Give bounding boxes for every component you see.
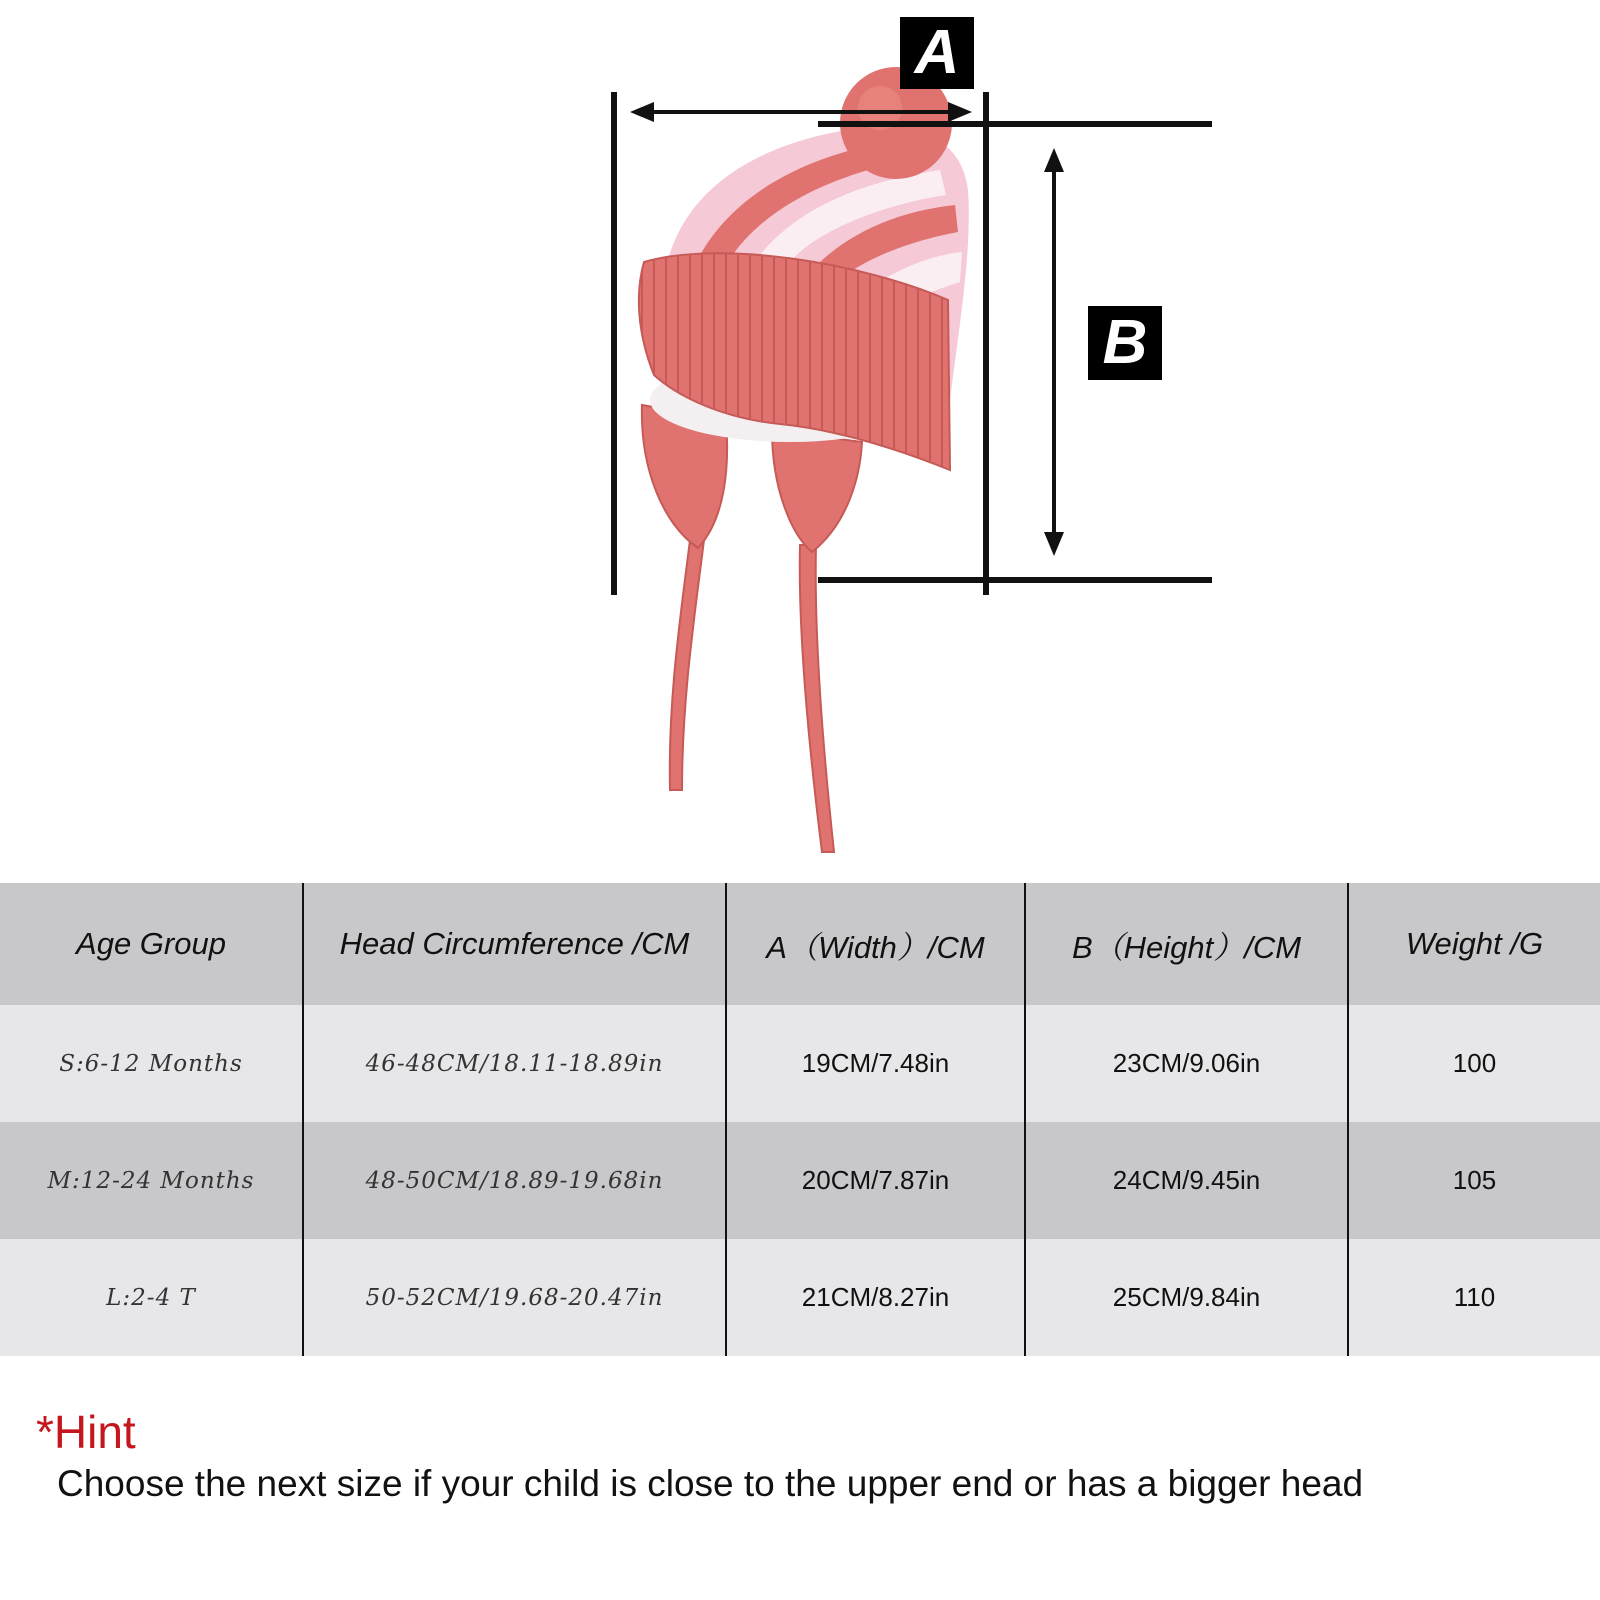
- dimension-label-a: A: [900, 17, 974, 89]
- table-header-row: [0, 883, 1600, 1005]
- cell-b-height: 23CM/9.06in: [1025, 1005, 1348, 1122]
- header-head-circumference: Head Circumference /CM: [303, 883, 726, 1005]
- cell-weight: 110: [1348, 1239, 1600, 1356]
- cell-a-width: 21CM/8.27in: [726, 1239, 1025, 1356]
- cell-age-group: S:6-12 Months: [59, 1050, 243, 1077]
- hint-title: *Hint: [36, 1406, 136, 1458]
- left-tie: [670, 540, 704, 790]
- hat-illustration: [639, 67, 969, 852]
- size-chart-table: [0, 883, 1600, 1356]
- cell-b-height: 25CM/9.84in: [1025, 1239, 1348, 1356]
- right-ear-flap: [772, 430, 862, 552]
- cell-b-height: 24CM/9.45in: [1025, 1122, 1348, 1239]
- cell-a-width: 19CM/7.48in: [726, 1005, 1025, 1122]
- cell-head-circumference: 46-48CM/18.11-18.89in: [303, 1005, 726, 1122]
- hint-text: Choose the next size if your child is close to the upper end or has a bigger head: [57, 1463, 1364, 1504]
- dimension-label-b: B: [1088, 306, 1162, 380]
- cell-a-width: 20CM/7.87in: [726, 1122, 1025, 1239]
- cell-age-group: M:12-24 Months: [47, 1167, 255, 1194]
- header-weight: Weight /G: [1348, 883, 1600, 1005]
- header-a-width: A（Width）/CM: [726, 883, 1025, 1005]
- cell-head-circumference: 48-50CM/18.89-19.68in: [303, 1122, 726, 1239]
- width-arrow-right-head: [948, 102, 972, 122]
- right-tie: [800, 545, 834, 852]
- table-row: [0, 1005, 1600, 1122]
- height-arrow-bottom-head: [1044, 532, 1064, 556]
- header-b-height: B（Height）/CM: [1025, 883, 1348, 1005]
- cell-head-circumference: 50-52CM/19.68-20.47in: [303, 1239, 726, 1356]
- table-row: [0, 1122, 1600, 1239]
- cell-weight: 105: [1348, 1122, 1600, 1239]
- header-age-group: Age Group: [76, 926, 226, 961]
- table-row: [0, 1239, 1600, 1356]
- height-arrow-top-head: [1044, 148, 1064, 172]
- cell-weight: 100: [1348, 1005, 1600, 1122]
- width-arrow-left-head: [630, 102, 654, 122]
- cell-age-group: L:2-4 T: [106, 1284, 196, 1311]
